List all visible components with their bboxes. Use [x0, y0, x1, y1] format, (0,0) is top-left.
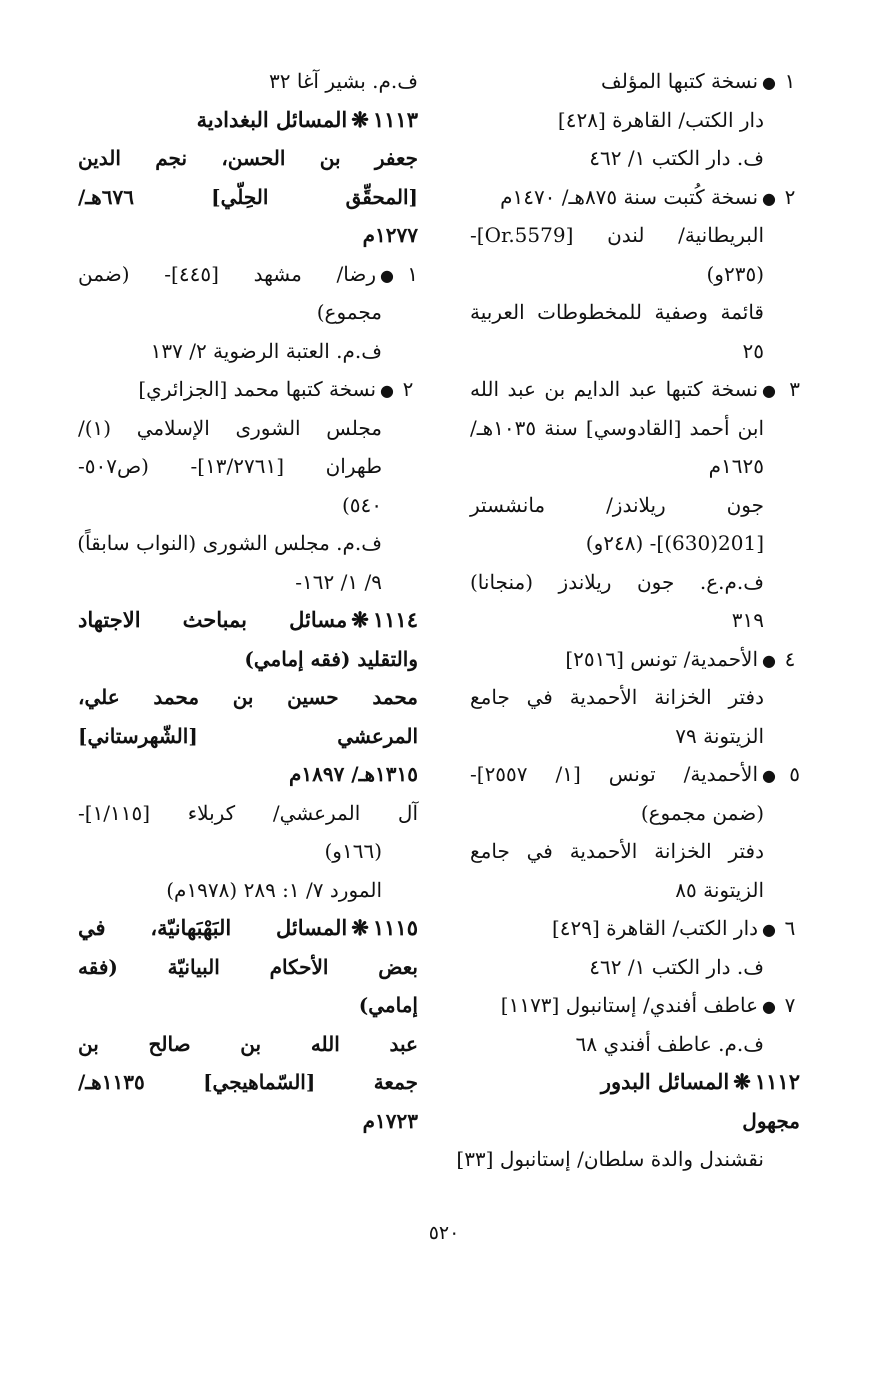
manuscript-heading	[78, 101, 418, 140]
author-line: جعفر بن الحسن، نجم الدين	[78, 146, 418, 170]
manuscript-heading	[78, 601, 418, 640]
heading-number: ١١١٤	[372, 607, 418, 632]
bullet-icon: ●	[762, 766, 776, 785]
entry-text: الأحمدية/ تونس [١/ ٢٥٥٧]-	[470, 762, 759, 786]
reference-line: (١٦٦و)	[324, 839, 382, 863]
author-line: محمد حسين بن محمد علي،	[78, 685, 418, 709]
reference-line: ف.م. العتبة الرضوية ٢/ ١٣٧	[150, 338, 382, 363]
reference-line: ف. دار الكتب ١/ ٤٦٢	[589, 146, 764, 170]
text-line: ف.م. بشير آغا ٣٢	[269, 69, 418, 93]
entry-number: ٢	[784, 184, 796, 209]
text-line: آل المرعشي/ كربلاء [١/١١٥]-	[78, 800, 418, 825]
entry-text: نسخة كُتبت سنة ٨٧٥هـ/ ١٤٧٠م	[500, 184, 759, 209]
heading-title: المسائل البدور	[600, 1069, 730, 1094]
bullet-icon: ●	[762, 650, 776, 670]
reference-line: الزيتونة ٨٥	[675, 877, 764, 902]
reference-line: [201(630)]- (٢٤٨و)	[585, 531, 764, 555]
copy-entry	[78, 370, 418, 409]
page-number: ٥٢٠	[428, 1222, 460, 1244]
reference-line: ف.م. مجلس الشورى (النواب سابقاً)	[77, 531, 382, 555]
entry-number: ٣	[789, 377, 800, 401]
reference-line: المورد ٧/ ١: ٢٨٩ (١٩٧٨م)	[166, 877, 382, 902]
entry-text: دار الكتب/ القاهرة [٤٢٩]	[551, 916, 759, 940]
author-line: مجهول	[742, 1108, 800, 1133]
reference-line: ٥٤٠)	[341, 492, 382, 517]
heading-number: ١١١٥	[372, 915, 418, 940]
reference-line: مجموع)	[316, 300, 382, 324]
copy-entry	[470, 640, 800, 679]
reference-line: (٢٣٥و)	[706, 261, 764, 286]
bullet-icon: ●	[380, 381, 394, 400]
asterism-icon: ❋	[351, 915, 369, 940]
reference-line: دار الكتب/ القاهرة [٤٢٨]	[557, 107, 764, 132]
reference-line: قائمة وصفية للمخطوطات العربية	[470, 300, 764, 324]
entry-number: ٥	[789, 762, 800, 786]
right-column	[456, 62, 800, 1179]
entry-text: نسخة كتبها محمد [الجزائري]	[138, 377, 377, 401]
copy-entry	[470, 62, 800, 101]
bullet-icon: ●	[762, 997, 776, 1016]
left-column	[78, 62, 418, 1140]
author-line: إمامي)	[358, 993, 418, 1017]
entry-number: ٤	[784, 646, 796, 671]
author-line: جمعة [السّماهيجي] ١١٣٥هـ/	[78, 1070, 418, 1094]
asterism-icon: ❋	[733, 1069, 751, 1094]
entry-text: نسخة كتبها عبد الدايم بن عبد الله	[470, 377, 759, 401]
copy-entry	[470, 755, 800, 794]
bullet-icon: ●	[380, 265, 394, 285]
bullet-icon: ●	[762, 381, 776, 400]
author-line: بعض الأحكام البيانيّة (فقه	[78, 954, 418, 979]
reference-line: ف. دار الكتب ١/ ٤٦٢	[589, 954, 764, 979]
reference-line: ابن أحمد [القادوسي] سنة ١٠٣٥هـ/	[470, 415, 764, 440]
reference-line: ١٦٢٥م	[708, 454, 764, 478]
reference-line: (ضمن مجموع)	[640, 800, 764, 825]
author-line: المرعشي [الشّهرستاني]	[78, 723, 418, 748]
reference-line: جون ريلاندز/ مانشستر	[470, 492, 764, 517]
heading-title: المسائل البغدادية	[196, 106, 348, 132]
entry-text: عاطف أفندي/ إستانبول [١١٧٣]	[500, 993, 759, 1017]
asterism-icon: ❋	[351, 607, 369, 632]
reference-line: ف.م.ع. جون ريلاندز (منجانا)	[470, 569, 764, 594]
heading-title: المسائل البَهْبَهانيّة، في	[78, 915, 348, 940]
copy-entry	[470, 909, 800, 948]
heading-number: ١١١٢	[754, 1069, 800, 1094]
reference-line: دفتر الخزانة الأحمدية في جامع	[470, 839, 764, 863]
entry-text: رضا/ مشهد [٤٤٥]- (ضمن	[78, 261, 377, 286]
reference-line: نقشندل والدة سلطان/ إستانبول [٣٣]	[456, 1147, 764, 1171]
author-line: ١٧٢٣م	[362, 1108, 418, 1133]
entry-number: ٦	[784, 916, 796, 940]
reference-line: مجلس الشورى الإسلامي (١)/	[78, 415, 382, 440]
reference-line: دفتر الخزانة الأحمدية في جامع	[470, 685, 764, 709]
entry-number: ١	[407, 261, 418, 286]
author-line: والتقليد (فقه إمامي)	[244, 646, 418, 671]
manuscript-heading	[78, 909, 418, 948]
bullet-icon: ●	[762, 188, 776, 208]
reference-line: ٩/ ١/ ١٦٢-	[295, 569, 382, 594]
reference-line: البريطانية/ لندن [Or.5579]-	[470, 223, 764, 247]
copy-entry	[78, 255, 418, 294]
manuscript-heading	[470, 1063, 800, 1102]
heading-number: ١١١٣	[372, 106, 418, 132]
author-line: [المحقِّق الحِلّي] ٦٧٦هـ/	[78, 184, 418, 209]
asterism-icon: ❋	[351, 106, 369, 132]
reference-line: طهران [١٣/٢٧٦١]- (ص٥٠٧-	[78, 454, 382, 478]
copy-entry	[470, 370, 800, 409]
entry-text: نسخة كتبها المؤلف	[601, 69, 759, 93]
reference-line: ف.م. عاطف أفندي ٦٨	[575, 1031, 764, 1056]
reference-line: الزيتونة ٧٩	[675, 723, 764, 748]
entry-number: ١	[784, 69, 796, 93]
bullet-icon: ●	[762, 920, 776, 939]
copy-entry	[470, 986, 800, 1025]
author-line: ١٣١٥هـ/ ١٨٩٧م	[288, 762, 418, 786]
author-line: عبد الله بن صالح بن	[78, 1031, 418, 1056]
copy-entry	[470, 178, 800, 217]
entry-number: ٧	[784, 993, 796, 1017]
entry-text: الأحمدية/ تونس [٢٥١٦]	[565, 646, 759, 671]
bullet-icon: ●	[762, 73, 776, 92]
reference-line: ٣١٩	[731, 608, 764, 632]
entry-number: ٢	[402, 377, 414, 401]
author-line: ١٢٧٧م	[362, 223, 418, 247]
heading-title: مسائل بمباحث الاجتهاد	[78, 607, 348, 632]
reference-line: ٢٥	[742, 338, 764, 363]
